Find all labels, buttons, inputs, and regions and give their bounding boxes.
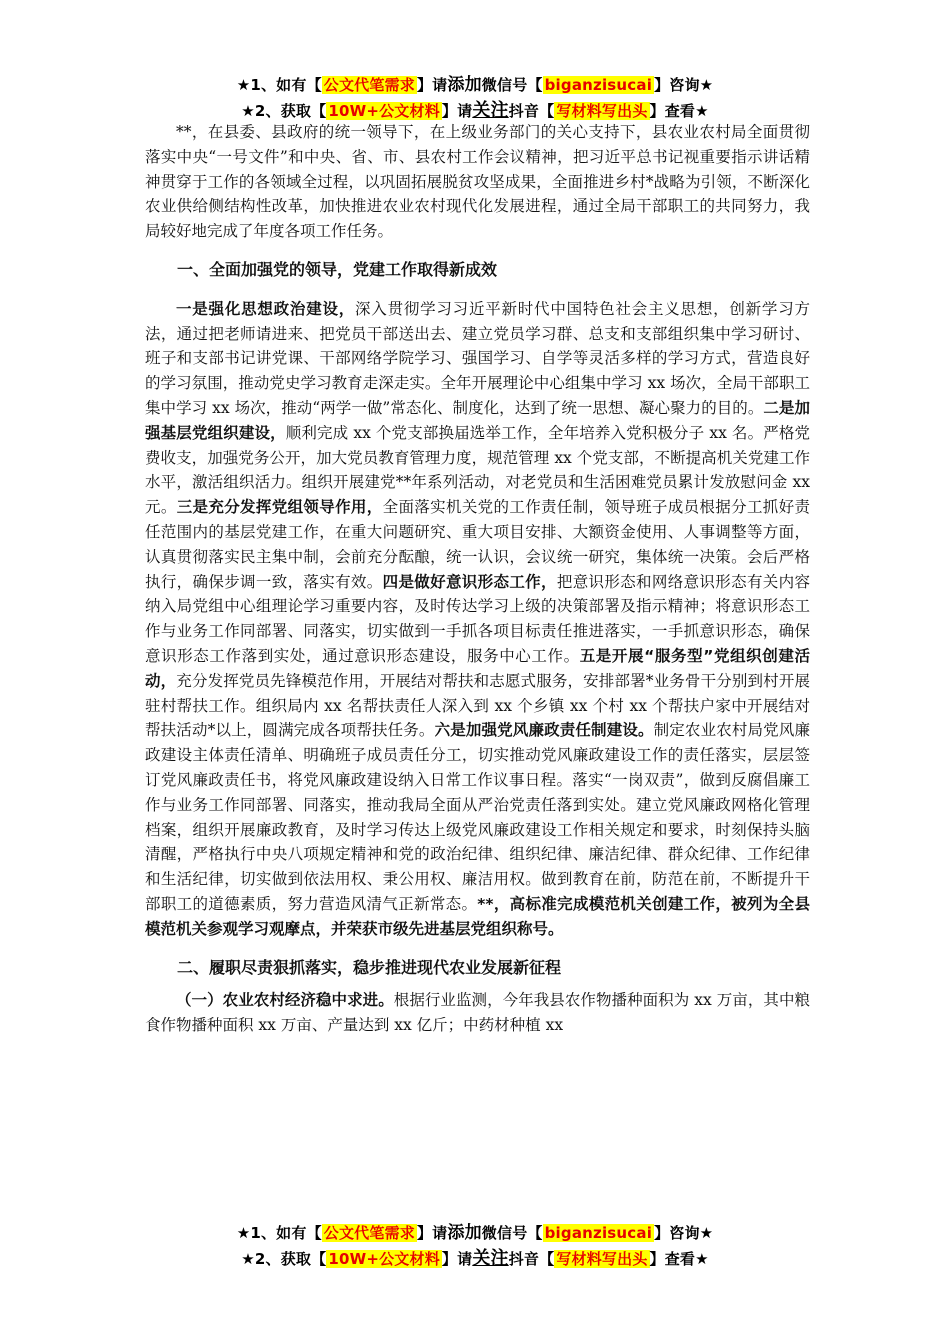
- item-lead: 三是充分发挥党组领导作用，: [176, 498, 383, 517]
- promo-wechat-id: biganzisucai: [544, 76, 653, 94]
- promo-text: ★1、如有【: [236, 1224, 322, 1242]
- promo-text: 】请: [441, 102, 473, 120]
- item-text: 制定农业农村局党风廉政建设主体责任清单、明确班子成员责任分工，切实推动党风廉政建设工作的责任落实，层层签订党风廉政责任书，将党风廉政建设纳入日常工作议事日程。落实“一岗双责”，做到反腐倡廉工作与业务工作同部署、同落实，推动我局全面从严治党责任落到实处。建立党风廉政网格化管理档案，组织开展廉政教育，及时学习传达上级党风廉政建设工作相关规定和要求，时刻保持头脑清醒，严格执行中央八项规定精神和党的政治纪律、组织纪律、廉洁纪律、群众纪律、工作纪律和生活纪律，切实做到依法用权、秉公用权、廉洁用权。做到教育在前，防范在前，不断提升干部职工的道德素质，努力营造风清气正新常态。: [145, 721, 810, 913]
- item-text: 深入贯彻学习习近平新时代中国特色社会主义思想，创新学习方法，通过把老师请进来、把党员干部送出去、建立党员学习群、总支和支部组织集中学习研讨、班子和支部书记讲党课、干部网络学院学习、强国学习、自学等灵活多样的学习方式，营造良好的学习氛围，推动党史学习教育走深走实。全年开展理论中心组集中学习 xx 场次，全局干部职工集中学习 xx 场次，推动“两学一做”常态化、制度化，达到了统一思想、凝心聚力的目的。: [145, 299, 810, 417]
- promo-text: 微信号【: [481, 1224, 543, 1242]
- item-lead: 六是加强党风廉政责任制建设。: [434, 721, 654, 740]
- promo-text: 】请: [416, 76, 448, 94]
- promo-highlight: 公文代笔需求: [323, 76, 415, 94]
- promo-highlight: 10W+公文材料: [328, 1250, 440, 1268]
- intro-paragraph: **，在县委、县政府的统一领导下，在上级业务部门的关心支持下，县农业农村局全面贯彻落实中央“一号文件”和中央、省、市、县农村工作会议精神，把习近平总书记视重要指示讲话精神贯穿于工作的各领域全过程，以巩固拓展脱贫攻坚成果，全面推进乡村*战略为引领，不断深化农业供给侧结构性改革，加快推进农业农村现代化发展进程，通过全局干部职工的共同努力，我局较好地完成了年度各项工作任务。: [145, 123, 810, 241]
- promo-highlight: 公文代笔需求: [323, 1224, 415, 1242]
- item-lead: 五是开展“服务型”党组织创建活动，: [145, 646, 810, 690]
- section-heading-2: 二、履职尽责狠抓落实，稳步推进现代农业发展新征程: [177, 957, 562, 977]
- promo-highlight: 10W+公文材料: [328, 102, 440, 120]
- item-text: 顺利完成 xx 个党支部换届选举工作，全年培养入党积极分子 xx 名。严格党费收支，加强党务公开，加大党员教育管理力度，规范管理 xx 个党支部，不断提高机关党建工作水平，激活组织活力。组织开展建党**年系列活动，对老党员和生活困难党员累计发放慰问金 xx 元。: [145, 423, 810, 517]
- item-lead: （一）农业农村经济稳中求进。: [176, 991, 394, 1010]
- promo-douyin-id: 写材料写出头: [556, 1250, 648, 1268]
- promo-emphasis: 添加: [447, 75, 482, 95]
- promo-text: ★2、获取【: [241, 102, 327, 120]
- item-text: 根据行业监测，今年我县农作物播种面积为 xx 万亩，其中粮食作物播种面积 xx 万亩、产量达到 xx 亿斤；中药材种植 xx: [145, 991, 810, 1035]
- promo-emphasis: 关注: [472, 100, 509, 121]
- promo-line-1-bottom: [0, 1218, 950, 1243]
- promo-line-1: [0, 70, 950, 95]
- promo-text: ★1、如有【: [236, 76, 322, 94]
- promo-douyin-id: 写材料写出头: [556, 102, 648, 120]
- item-lead: 四是做好意识形态工作，: [382, 572, 557, 591]
- document-body: [145, 120, 810, 1038]
- item-text: 充分发挥党员先锋模范作用，开展结对帮扶和志愿式服务，安排部署*业务骨干分别到村开展驻村帮扶工作。组织局内 xx 名帮扶责任人深入到 xx 个乡镇 xx 个村 xx 个帮扶户家中开展结对帮扶活动*以上，圆满完成各项帮扶任务。: [145, 671, 810, 740]
- item-lead: 一是强化思想政治建设，: [176, 299, 356, 318]
- item-lead: **，高标准完成模范机关创建工作，被列为全县模范机关参观学习观摩点，并荣获市级先进基层党组织称号。: [145, 894, 810, 938]
- promo-text: ★2、获取【: [241, 1250, 327, 1268]
- item-lead: 二是加强基层党组织建设，: [145, 398, 810, 442]
- section-2-paragraph: [145, 988, 810, 1038]
- item-text: 全面落实机关党的工作责任制，领导班子成员根据分工抓好责任范围内的基层党建工作，在重大问题研究、重大项目安排、大额资金使用、人事调整等方面，认真贯彻落实民主集中制，会前充分酝酿，统一认识，会议统一研究，集体统一决策。会后严格执行，确保步调一致，落实有效。: [145, 498, 810, 591]
- promo-line-2: [0, 96, 950, 122]
- promo-text: 抖音【: [508, 102, 555, 120]
- promo-wechat-id: biganzisucai: [544, 1224, 653, 1242]
- section-heading-1: 一、全面加强党的领导，党建工作取得新成效: [177, 259, 498, 279]
- promo-text: 】查看★: [649, 102, 709, 120]
- promo-text: 】请: [416, 1224, 448, 1242]
- promo-text: 】请: [441, 1250, 473, 1268]
- promo-line-2-bottom: [0, 1244, 950, 1270]
- promo-emphasis: 关注: [472, 1248, 509, 1269]
- item-text: 把意识形态和网络意识形态有关内容纳入局党组中心组理论学习重要内容，及时传达学习上级的决策部署及指示精神；将意识形态工作与业务工作同部署、同落实，切实做到一手抓各项目标责任推进落实，一手抓意识形态，确保意识形态工作落到实处，通过意识形态建设，服务中心工作。: [145, 572, 810, 665]
- promo-text: 抖音【: [508, 1250, 555, 1268]
- promo-text: 】咨询★: [654, 1224, 714, 1242]
- promo-text: 】查看★: [649, 1250, 709, 1268]
- promo-text: 微信号【: [481, 76, 543, 94]
- section-1-paragraph: [145, 297, 810, 942]
- promo-text: 】咨询★: [654, 76, 714, 94]
- promo-emphasis: 添加: [447, 1223, 482, 1243]
